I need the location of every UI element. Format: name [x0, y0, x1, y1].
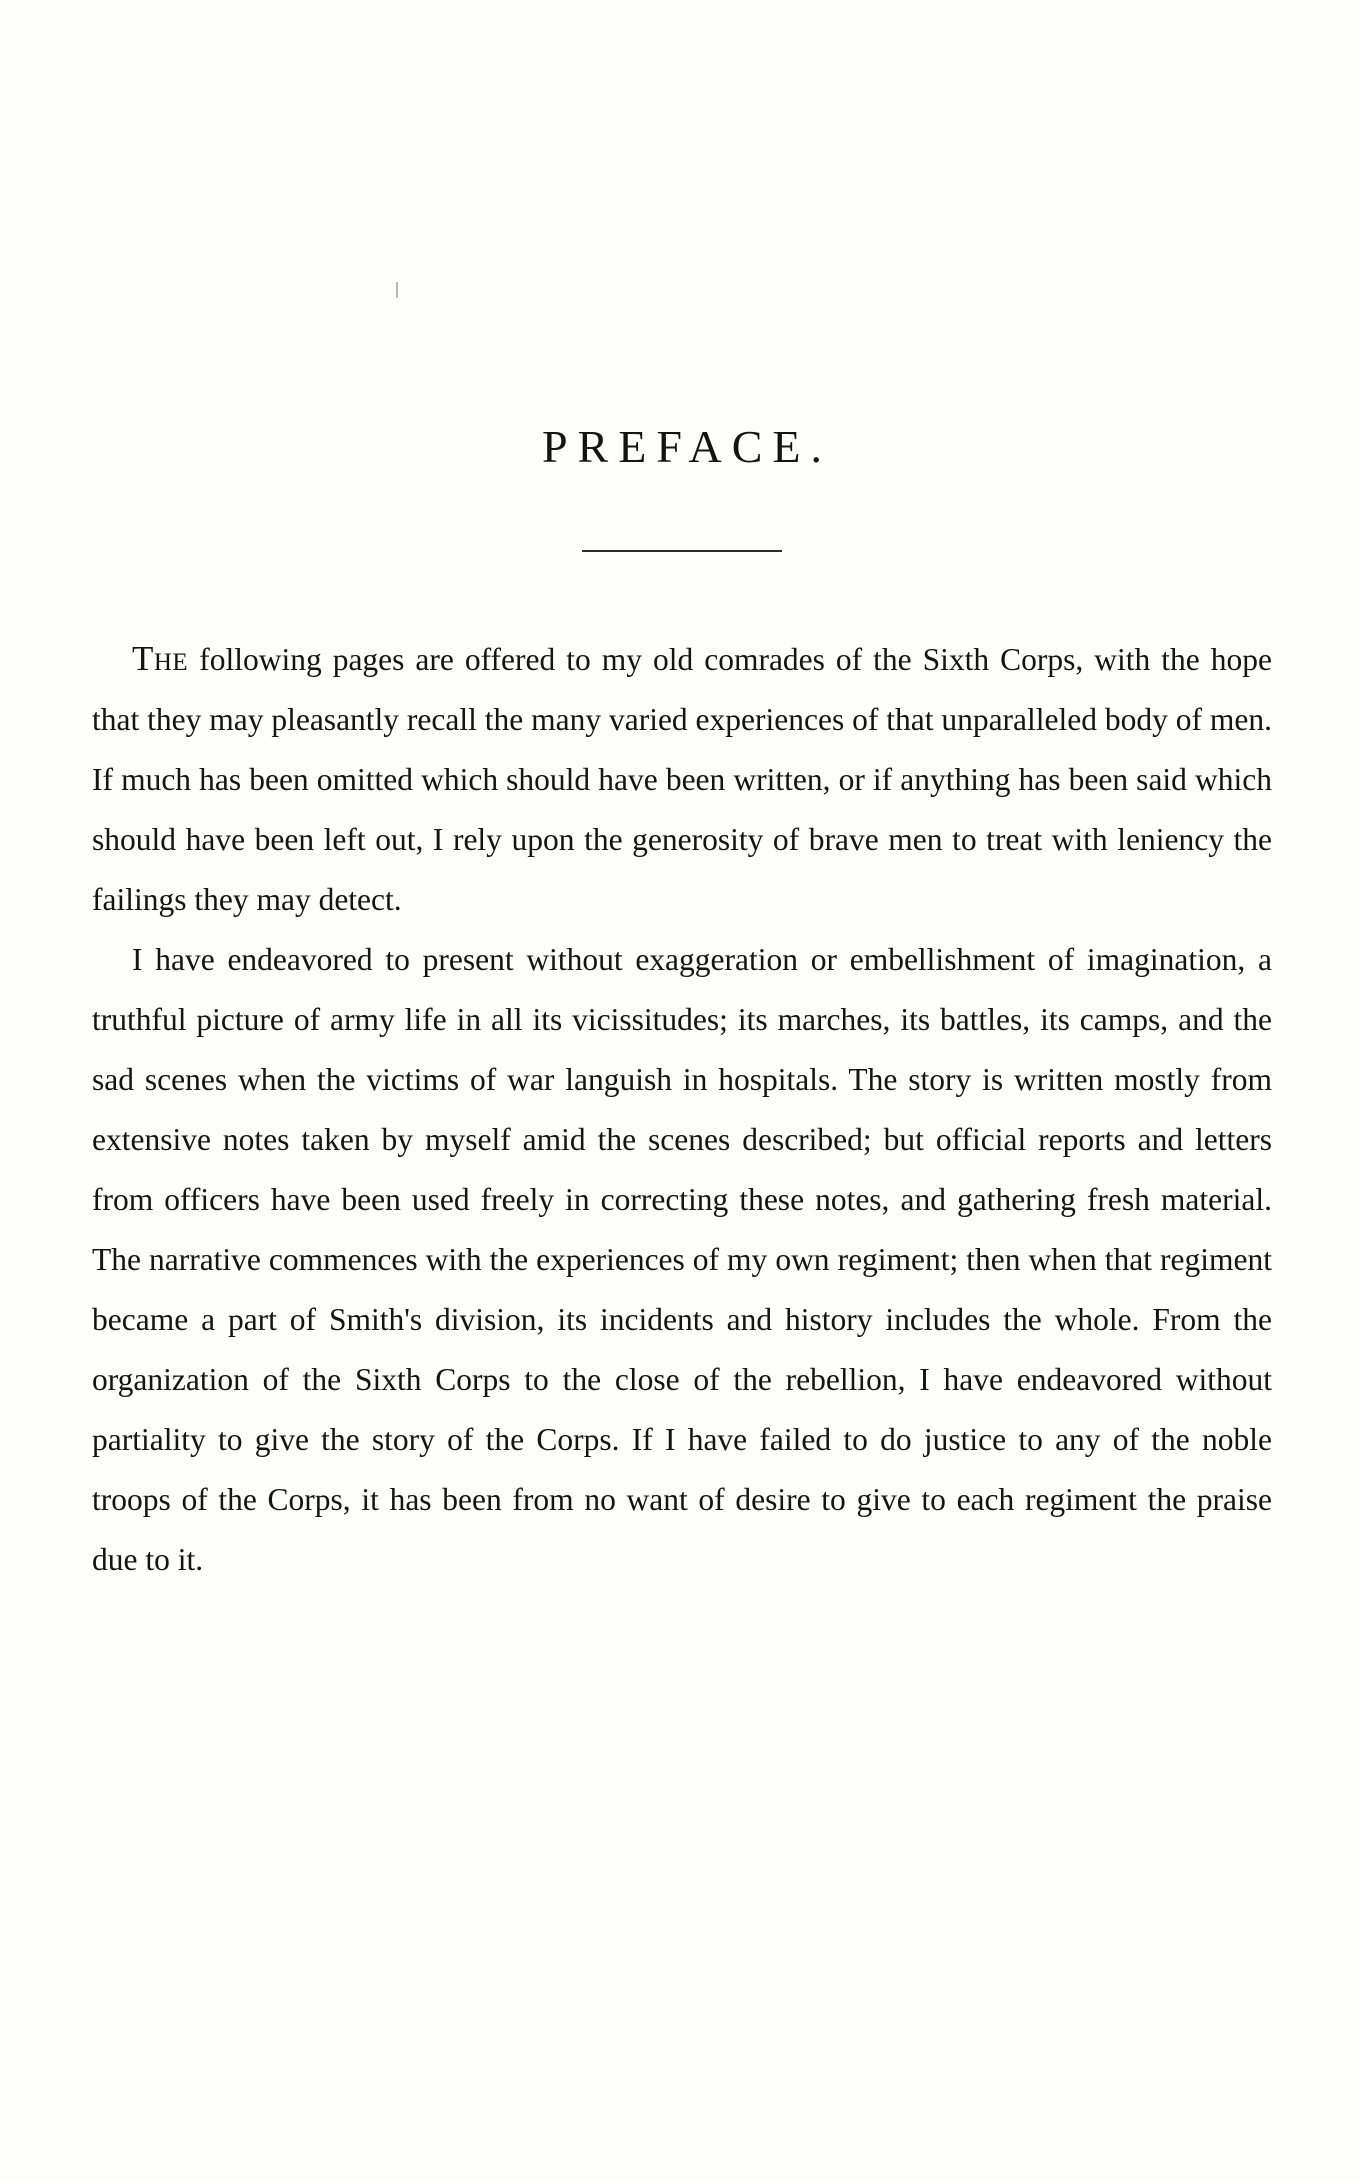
body-text	[92, 629, 1272, 1590]
horizontal-rule	[582, 550, 782, 552]
paragraph-1-text: following pages are offered to my old comrades of the Sixth Corps, with the hope that they may pleasantly recall the many varied experiences of that unparalleled body of men. If much has been omitted which should have been written, or if anything has been said which should have been left out, I rely upon the generosity of brave men to treat with leniency the failings they may detect.	[92, 642, 1272, 917]
paragraph-2-text: I have endeavored to present without exaggeration or embellishment of imagination, a truthful picture of army life in all its vicissitudes; its marches, its battles, its camps, and the sad scenes when the victims of war languish in hospitals. The story is written mostly from extensive notes taken by myself amid the scenes described; but official reports and letters from officers have been used freely in correcting these notes, and gathering fresh material. The narrative commences with the experiences of my own regiment; then when that regiment became a part of Smith's division, its incidents and history includes the whole. From the organization of the Sixth Corps to the close of the rebellion, I have endeavored without partiality to give the story of the Corps. If I have failed to do justice to any of the noble troops of the Corps, it has been from no want of desire to give to each regiment the praise due to it.	[92, 942, 1272, 1577]
page-title: PREFACE.	[541, 421, 833, 472]
title-divider	[92, 539, 1272, 557]
paragraph-2	[92, 930, 1272, 1590]
paragraph-1	[92, 629, 1272, 930]
paragraph-1-lead: The	[132, 639, 189, 678]
page-content	[92, 0, 1272, 1590]
